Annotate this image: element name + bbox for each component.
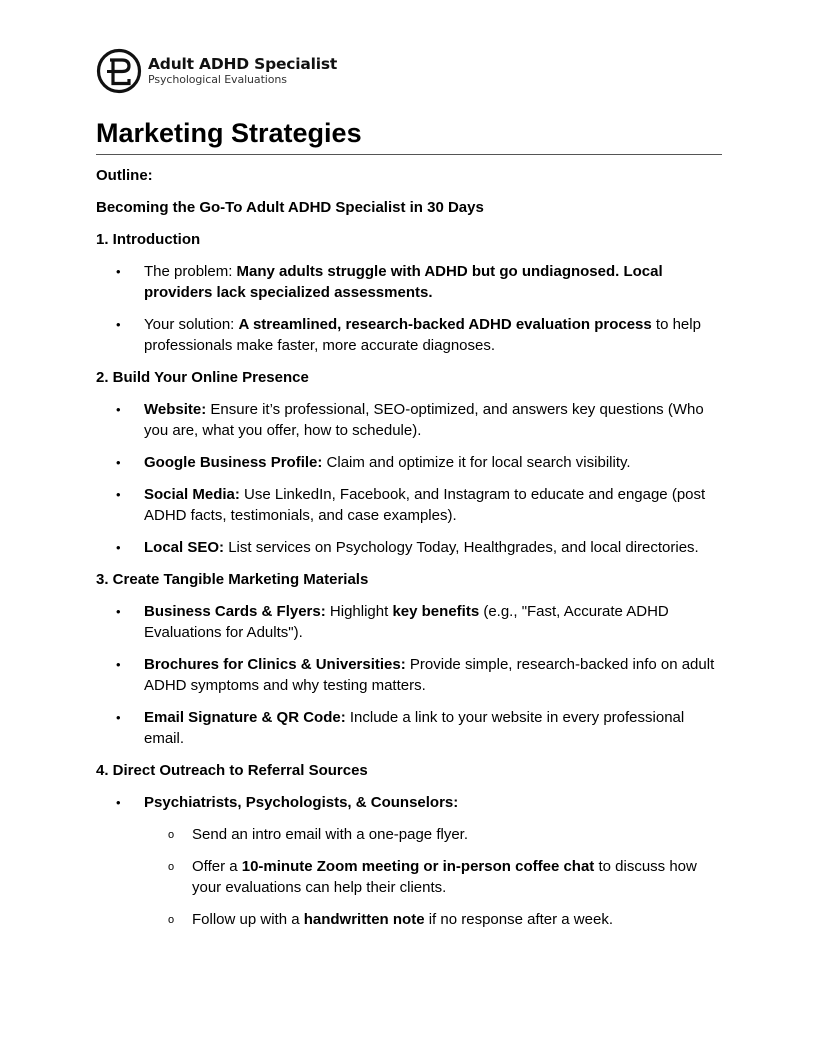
bullet-list [96,261,722,356]
item-bold-text: Google Business Profile: [144,454,323,471]
list-item [96,484,722,526]
item-text: List services on Psychology Today, Healthgrades, and local directories. [224,539,699,556]
item-text: Follow up with a [192,911,304,928]
item-bold-text: handwritten note [303,911,425,928]
item-text: Offer a [192,858,242,875]
item-text: The problem: [144,263,237,280]
item-bold-text: key benefits [392,603,480,620]
section-heading: 3. Create Tangible Marketing Materials [96,571,369,588]
list-item [96,654,722,696]
section-heading: 1. Introduction [96,231,201,248]
item-text: Provide simple, research-backed info on adult ADHD symptoms and why testing matters. [144,656,715,694]
list-item [96,399,722,441]
item-bold-text: Many adults struggle with ADHD but go undiagnosed. Local providers lack specialized assessments. [144,263,663,301]
brand-tagline: Psychological Evaluations [148,73,287,86]
list-item [96,707,722,749]
item-bold-text: Brochures for Clinics & Universities: [144,656,406,673]
document-body [96,166,722,930]
item-text: Claim and optimize it for local search visibility. [322,454,631,471]
item-text: Include a link to your website in every professional email. [144,709,685,747]
list-item [96,601,722,643]
section-direct-outreach [96,761,722,930]
section-heading: 2. Build Your Online Presence [96,369,309,386]
item-text: Your solution: [144,316,239,333]
list-item [96,452,722,473]
bullet-list [96,601,722,749]
sub-list-item [96,824,722,845]
bullet-list [96,792,722,930]
brand-name: Adult ADHD Specialist [148,55,338,73]
title-divider [96,154,722,155]
item-text: to help professionals make faster, more accurate diagnoses. [144,316,701,354]
item-bold-text: Local SEO: [144,539,225,556]
list-item [96,314,722,356]
document-subtitle: Becoming the Go-To Adult ADHD Specialist in 30 Days [96,199,484,216]
item-bold-text: A streamlined, research-backed ADHD evaluation process [238,316,652,333]
brand-logo [96,47,337,95]
section-online-presence [96,368,722,558]
logo-mark-icon [96,48,142,94]
list-item [96,792,722,813]
outline-label: Outline: [96,167,153,184]
sub-list-item [96,909,722,930]
section-introduction [96,230,722,356]
item-bold-text: Psychiatrists, Psychologists, & Counselors: [144,794,459,811]
item-bold-text: Business Cards & Flyers: [144,603,326,620]
item-bold-text: Social Media: [144,486,240,503]
section-heading: 4. Direct Outreach to Referral Sources [96,762,368,779]
sub-list-item [96,856,722,898]
item-text: to discuss how your evaluations can help their clients. [192,858,697,896]
list-item [96,537,722,558]
item-text: Highlight [325,603,393,620]
item-bold-text: Website: [144,401,207,418]
item-text: Use LinkedIn, Facebook, and Instagram to educate and engage (post ADHD facts, testimonials, and case examples). [144,486,706,524]
item-bold-text: 10-minute Zoom meeting or in-person coffee chat [241,858,595,875]
bullet-list [96,399,722,558]
item-text: Send an intro email with a one-page flyer. [192,826,468,843]
page-title: Marketing Strategies [96,118,362,148]
item-text: (e.g., "Fast, Accurate ADHD Evaluations for Adults"). [144,603,669,641]
item-text: Ensure it’s professional, SEO-optimized, and answers key questions (Who you are, what you offer, how to schedule). [144,401,704,439]
list-item [96,261,722,303]
item-text: if no response after a week. [424,911,613,928]
item-bold-text: Email Signature & QR Code: [144,709,346,726]
section-marketing-materials [96,570,722,749]
